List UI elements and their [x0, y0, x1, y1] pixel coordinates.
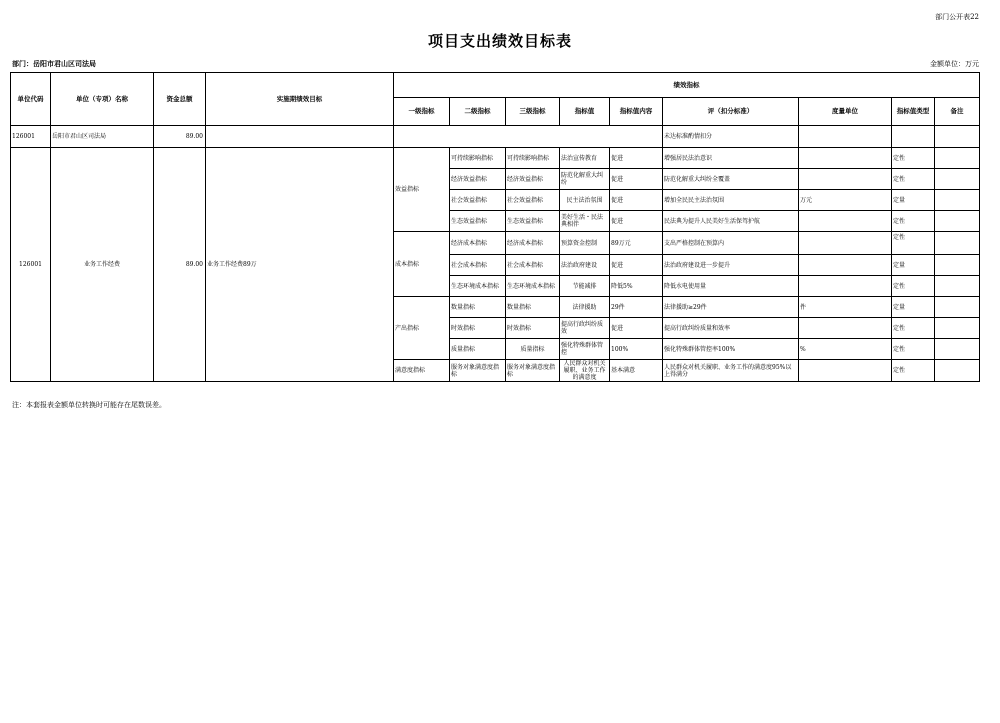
group-benefit: 效益指标: [394, 148, 450, 232]
header-value-content: 指标值内容: [610, 98, 663, 126]
performance-table: [10, 72, 980, 382]
header-level3: 三级指标: [506, 98, 560, 126]
table-row: 社会成本指标 社会成本指标 法治政府建设 促进 法治政府建设进一步提升 定量: [11, 255, 980, 276]
group-output: 产出指标: [394, 297, 450, 360]
table-row: 产出指标 数量指标 数量指标 法律援助 29件 法律援助≥29件 件 定量: [11, 297, 980, 318]
table-row: 成本指标 经济成本指标 经济成本指标 预算资金控制 89万元 支出严格控制在预算内 定性: [11, 232, 980, 255]
amount-unit-label: 金额单位：万元: [930, 60, 979, 68]
header-criteria: 评（扣分标准）: [663, 98, 799, 126]
project-amount: 89.00: [154, 148, 206, 382]
table-row: 时效指标 时效指标 提高行政纠纷质效 促进 提高行政纠纷质量和效率 定性: [11, 318, 980, 339]
table-row: 生态环境成本指标 生态环境成本指标 节能减排 降低5% 降低水电使用量 定性: [11, 276, 980, 297]
summary-criteria: 未达标准酌情扣分: [663, 126, 799, 148]
summary-code: 126001: [11, 126, 51, 148]
group-cost: 成本指标: [394, 232, 450, 297]
table-row: 经济效益指标 经济效益指标 防范化解重大纠纷 促进 防范化解重大纠纷全覆盖 定性: [11, 169, 980, 190]
table-row: 126001 业务工作经费 89.00 业务工作经费89万 效益指标 可持续影响指标 可持续影响指标 法治宣传教育 促进 增强居民法治意识 定性: [11, 148, 980, 169]
header-unit-name: 单位（专项）名称: [51, 73, 154, 126]
page-title: 项目支出绩效目标表: [427, 32, 572, 50]
header-value-type: 指标值类型: [892, 98, 935, 126]
group-satisfaction: 满意度指标: [394, 360, 450, 382]
department-label: 部门：岳阳市君山区司法局: [12, 59, 96, 68]
header-measure: 度量单位: [799, 98, 892, 126]
table-row: 社会效益指标 社会效益指标 民主法治氛围 促进 增加全民民主法治氛围 万元 定量: [11, 190, 980, 211]
header-performance: 绩效指标: [394, 73, 980, 98]
table-row: 质量指标 质量指标 强化特殊群体管控 100% 强化特殊群体管控率100% % 定性: [11, 339, 980, 360]
header-level1: 一级指标: [394, 98, 450, 126]
footnote: 注：本套报表金额单位转换时可能存在尾数误差。: [12, 401, 166, 409]
project-name: 业务工作经费: [51, 148, 154, 382]
table-row: 生态效益指标 生态效益指标 美好生活・民法典相伴 促进 民法典为提升人民美好生活保驾护航 定性: [11, 211, 980, 232]
header-remark: 备注: [935, 98, 980, 126]
header-value: 指标值: [560, 98, 610, 126]
project-code: 126001: [11, 148, 51, 382]
header-total-funds: 资金总额: [154, 73, 206, 126]
header-unit-code: 单位代码: [11, 73, 51, 126]
table-row: 满意度指标 服务对象满意度指标 服务对象满意度指标 人民群众对机关履职、业务工作的满意度 基本满意 人民群众对机关履职、业务工作的满意度95%以上得满分 定性: [11, 360, 980, 382]
table-row-summary: [11, 126, 980, 148]
report-number: 部门公开表22: [935, 13, 979, 21]
summary-amount: 89.00: [154, 126, 206, 148]
header-level2: 二级指标: [450, 98, 506, 126]
header-target: 实施期绩效目标: [206, 73, 394, 126]
project-target: 业务工作经费89万: [206, 148, 394, 382]
summary-name: 岳阳市君山区司法局: [51, 126, 154, 148]
